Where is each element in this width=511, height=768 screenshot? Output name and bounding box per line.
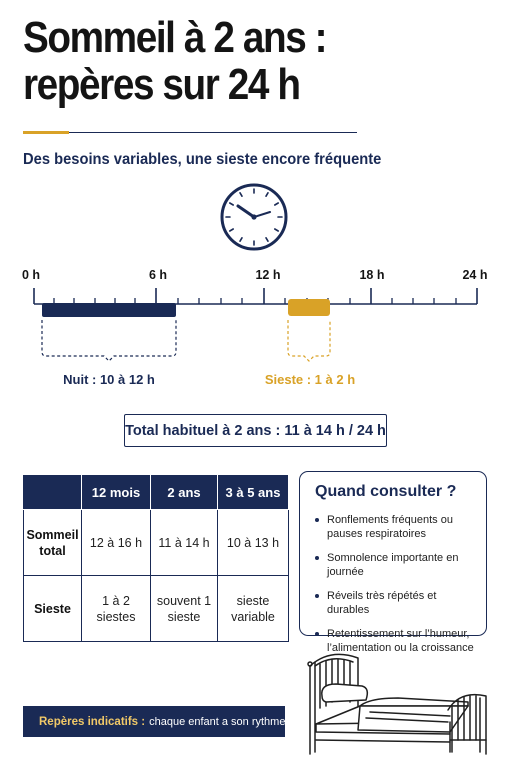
night-bracket (42, 320, 176, 361)
page-title (23, 14, 437, 108)
sleep-comparison-table (23, 474, 289, 642)
row-header: Sommeil total (24, 510, 82, 576)
table-header-row (24, 475, 289, 510)
tick-label-6: 6 h (148, 268, 168, 282)
title-accent-rule (23, 131, 69, 134)
clock-icon (219, 182, 289, 252)
tick-label-18: 18 h (359, 268, 385, 282)
list-item: Ronflements fréquents ou pauses respiratoires (315, 513, 476, 541)
timeline-axis (34, 288, 477, 304)
footer-text: chaque enfant a son rythme. (149, 715, 289, 728)
table-cell: 1 à 2 siestes (82, 576, 151, 642)
bed-illustration (300, 640, 496, 756)
nap-bar (288, 299, 330, 316)
consult-title: Quand consulter ? (315, 483, 457, 500)
tick-label-24: 24 h (462, 268, 488, 282)
total-sleep-text: Total habituel à 2 ans : 11 à 14 h / 24 h (125, 422, 386, 439)
table-row (24, 576, 289, 642)
footer-strong-text: Repères indicatifs : (39, 715, 146, 728)
table-cell: 10 à 13 h (218, 510, 289, 576)
nap-label: Sieste : 1 à 2 h (264, 372, 356, 387)
nap-bracket (288, 320, 330, 361)
table-header-cell (24, 475, 82, 510)
total-sleep-box (124, 414, 387, 447)
consult-card (299, 471, 487, 654)
footer-banner (23, 706, 289, 737)
tick-label-0: 0 h (21, 268, 41, 282)
list-item: Somnolence importante en journée (315, 551, 476, 579)
title-divider (69, 132, 357, 133)
row-header: Sieste (24, 576, 82, 642)
list-item: Retentissement sur l’humeur, l’alimentation ou la croissance (315, 627, 476, 655)
table-header-cell: 3 à 5 ans (218, 475, 289, 510)
subtitle: Des besoins variables, une sieste encore fréquente (23, 151, 382, 168)
tick-label-12: 12 h (255, 268, 281, 282)
night-label: Nuit : 10 à 12 h (63, 372, 155, 387)
list-item: Réveils très répétés et durables (315, 589, 476, 617)
title-line-2: repères sur 24 h (23, 60, 300, 109)
table-header-cell: 2 ans (151, 475, 218, 510)
table-cell: sieste variable (218, 576, 289, 642)
table-cell: 11 à 14 h (151, 510, 218, 576)
sleep-timeline (0, 260, 511, 400)
table-header-cell: 12 mois (82, 475, 151, 510)
night-bar (42, 303, 176, 317)
table-cell: souvent 1 sieste (151, 576, 218, 642)
title-line-1: Sommeil à 2 ans : (23, 13, 327, 62)
table-row (24, 510, 289, 576)
consult-list (315, 513, 476, 655)
table-cell: 12 à 16 h (82, 510, 151, 576)
